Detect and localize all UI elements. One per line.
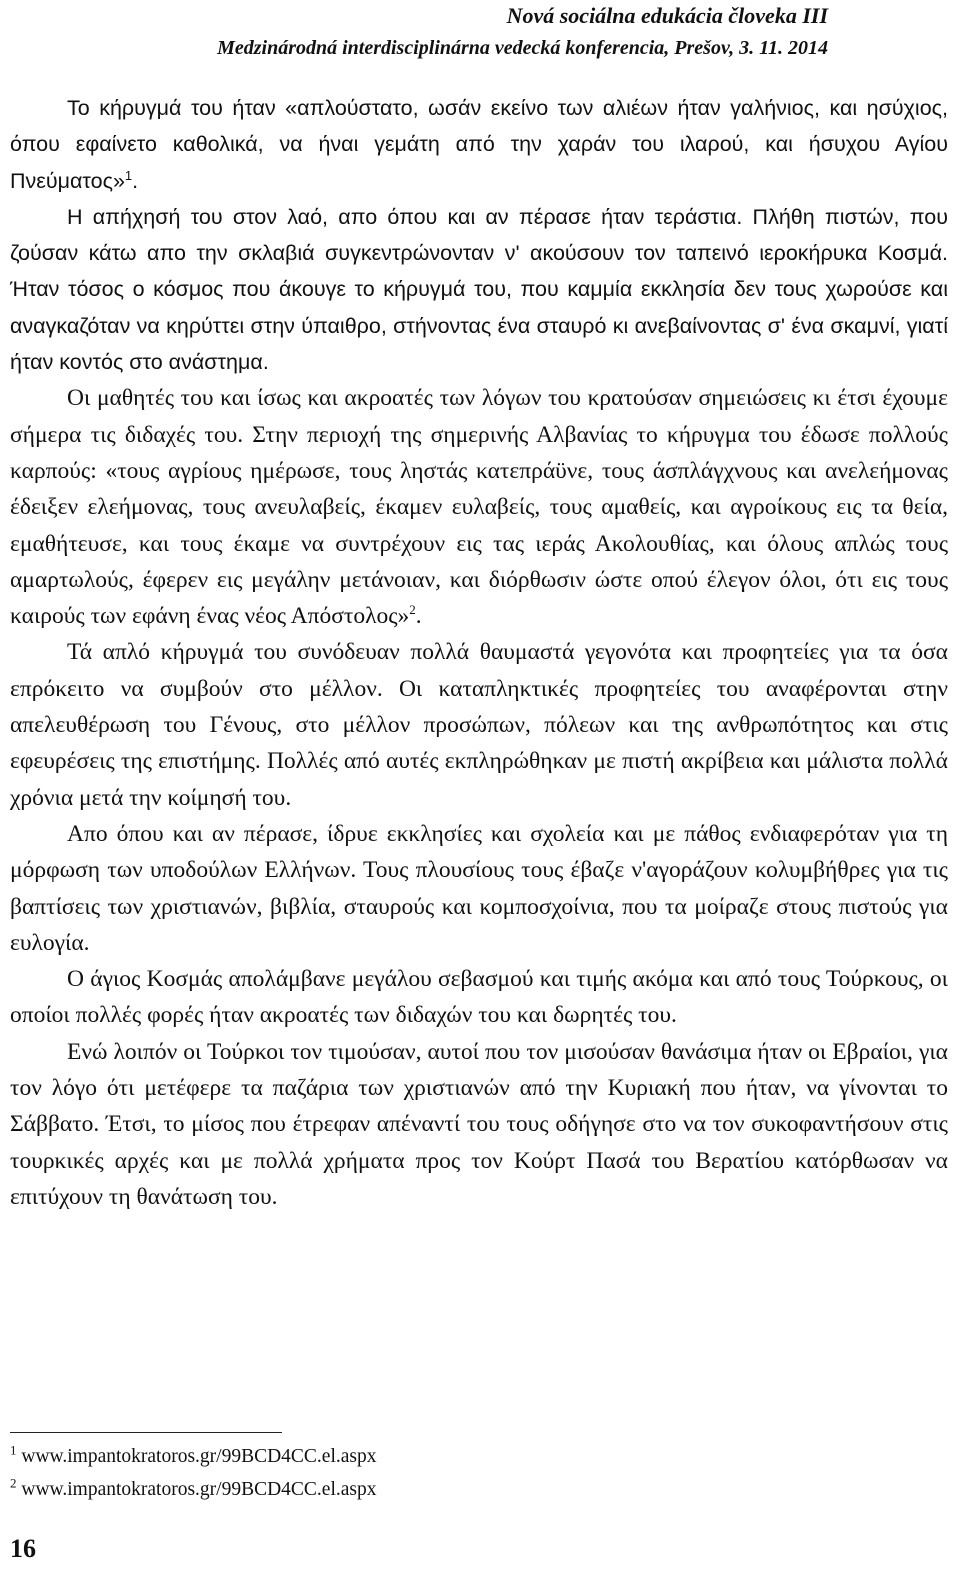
header-title: Nová sociálna edukácia človeka III bbox=[506, 3, 828, 28]
footnote-ref-1: 1 bbox=[124, 167, 133, 183]
footnote-1: $^1$ www.impantokratoros.gr/99BCD4CC.el.aspx bbox=[10, 1442, 377, 1467]
footnote-divider bbox=[10, 1432, 282, 1433]
paragraph-1: Το κήρυγμά του ήταν «απλούστατο, ωσάν εκείνο των αλιέων ήταν γαλήνιος, και ησύχιος, όπου εφαίνετο καθολικά, να ήναι γεμάτη από την χαράν του ιλαρού, και ήσυχου Αγίου Πνεύματος»$^1$. bbox=[10, 96, 948, 193]
paragraph-3: Οι μαθητές του και ίσως και ακροατές των λόγων του κρατούσαν σημειώσεις κι έτσι έχουμε σήμερα τις διδαχές του. Στην περιοχή της σημερινής Αλβανίας το κήρυγμα του έδωσε πολλούς καρπούς: «τους αγρίους ημέρωσε, τους ληστάς κατεπράϋνε, τους άσπλάγχνους και ανελεήμονας έδειξεν ελεήμονας, τους ανευλαβείς, έκαμεν ευλαβείς, τους αμαθείς, και αγροίκους εις τα θεία, εμαθήτευσε, και τους έκαμε να συντρέχουν εις τας ιεράς Ακολουθίας, και όλους απλώς τους αμαρτωλούς, έφερεν εις μεγάλην μετάνοιαν, και διόρθωσιν ώστε οπού έλεγον όλοι, ότι εις τους καιρούς των εφάνη ένας νέος Απόστολος»$^2$. bbox=[10, 385, 948, 630]
paragraph-6: Ο άγιος Κοσμάς απολάμβανε μεγάλου σεβασμού και τιμής ακόμα και από τους Τούρκους, οι οποίοι πολλές φορές ήταν ακροατές των διδαχών του και δωρητές του. bbox=[10, 966, 948, 1029]
footnote-2: $^2$ www.impantokratoros.gr/99BCD4CC.el.aspx bbox=[10, 1475, 377, 1500]
body-text bbox=[10, 90, 948, 1215]
footnote-ref-2: 2 bbox=[409, 602, 416, 618]
running-header bbox=[0, 0, 828, 64]
footnotes bbox=[10, 1440, 377, 1506]
page-number: 16 bbox=[10, 1534, 36, 1563]
paragraph-5: Απο όπου και αν πέρασε, ίδρυε εκκλησίες και σχολεία και με πάθος ενδιαφερόταν για τη μόρφωση των υποδούλων Ελλήνων. Τους πλουσίους τους έβαζε ν'αγοράζουν κολυμβήθρες για τις βαπτίσεις των χριστιανών, βιβλία, σταυρούς και κομποσχοίνια, που τα μοίραζε στους πιστούς για ευλογία. bbox=[10, 820, 948, 956]
paragraph-4: Τά απλό κήρυγμά του συνόδευαν πολλά θαυμαστά γεγονότα και προφητείες για τα όσα επρόκειτο να συμβούν στο μέλλον. Οι καταπληκτικές προφητείες του αναφέρονται στην απελευθέρωση του Γένους, στο μέλλον προσώπων, πόλεων και της ανθρωπότητος και στις εφευρέσεις της επιστήμης. Πολλές από αυτές εκπληρώθηκαν με πιστή ακρίβεια και μάλιστα πολλά χρόνια μετά την κοίμησή του. bbox=[10, 639, 948, 811]
header-subtitle: Medzinárodná interdisciplinárna vedecká konferencia, Prešov, 3. 11. 2014 bbox=[217, 37, 828, 59]
paragraph-7: Ενώ λοιπόν οι Τούρκοι τον τιμούσαν, αυτοί που τον μισούσαν θανάσιμα ήταν οι Εβραίοι, για τον λόγο ότι μετέφερε τα παζάρια των χριστιανών από την Κυριακή που ήταν, να γίνονται το Σάββατο. Έτσι, το μίσος που έτρεφαν απέναντί του τους οδήγησε στο να τον συκοφαντήσουν στις τουρκικές αρχές και με πολλά χρήματα προς τον Κούρτ Πασά του Βερατίου κατόρθωσαν να επιτύχουν τη θανάτωση του. bbox=[10, 1038, 948, 1210]
paragraph-2: Η απήχησή του στον λαό, απο όπου και αν πέρασε ήταν τεράστια. Πλήθη πιστών, που ζούσαν κάτω απο την σκλαβιά συγκεντρώνονταν ν' ακούσουν τον ταπεινό ιεροκήρυκα Κοσμά. Ήταν τόσος ο κόσμος που άκουγε το κήρυγμά του, που καμμία εκκλησία δεν τους χωρούσε και αναγκαζόταν να κηρύττει στην ύπαιθρο, στήνοντας ένα σταυρό κι ανεβαίνοντας σ' ένα σκαμνί, γιατί ήταν κοντός στο ανάστημα. bbox=[10, 204, 948, 375]
